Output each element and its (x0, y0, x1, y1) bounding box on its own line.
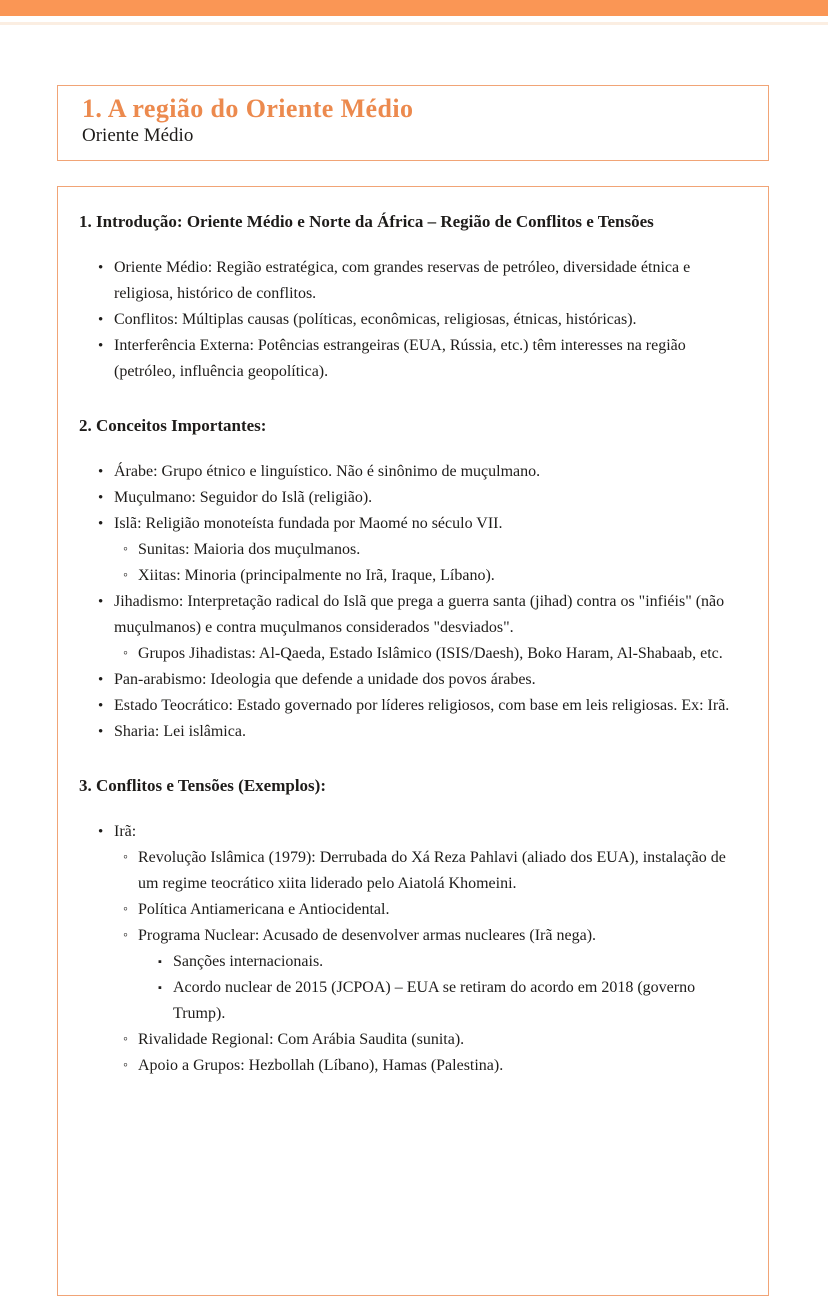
list-item (98, 719, 744, 745)
bullet-marker-icon: ◦ (123, 542, 128, 557)
bullet-marker-icon: • (98, 724, 104, 740)
bullet-marker-icon: • (98, 594, 104, 610)
bullet-marker-icon: ◦ (123, 902, 128, 917)
list-item (98, 255, 744, 307)
document-content (79, 209, 744, 1079)
list-item (123, 563, 744, 589)
list-item-text: Sunitas: Maioria dos muçulmanos. (138, 541, 361, 558)
bullet-marker-icon: ◦ (123, 568, 128, 583)
list-item (98, 693, 744, 719)
list-item-text: Rivalidade Regional: Com Arábia Saudita (sunita). (138, 1031, 465, 1048)
top-accent-bar (0, 0, 828, 16)
bullet-marker-icon: • (98, 312, 104, 328)
list-item (98, 459, 744, 485)
list-item-text: Oriente Médio: Região estratégica, com grandes reservas de petróleo, diversidade étnica e religiosa, histórico de conflitos. (114, 259, 691, 302)
bullet-marker-icon: ◦ (123, 850, 128, 865)
list-item-text: Conflitos: Múltiplas causas (políticas, econômicas, religiosas, étnicas, históricas). (114, 311, 637, 328)
bullet-marker-icon: • (98, 516, 104, 532)
title-card (57, 85, 769, 161)
bullet-marker-icon: • (98, 338, 104, 354)
list-item (98, 667, 744, 693)
list-item-text: Revolução Islâmica (1979): Derrubada do Xá Reza Pahlavi (aliado dos EUA), instalação de um regime teocrático xiita liderado pelo Aiatolá Khomeini. (138, 849, 726, 892)
list-item-text: Xiitas: Minoria (principalmente no Irã, Iraque, Líbano). (138, 567, 495, 584)
top-divider-line (0, 22, 828, 25)
bullet-marker-icon: • (98, 490, 104, 506)
list-item (123, 537, 744, 563)
list-item-text: Jihadismo: Interpretação radical do Islã que prega a guerra santa (jihad) contra os "infiéis" (não muçulmanos) e contra muçulmanos considerados "desviados". (114, 593, 725, 636)
bullet-marker-icon: ◦ (123, 646, 128, 661)
bullet-list (79, 819, 744, 1079)
list-item (123, 897, 744, 923)
list-item-text: Sharia: Lei islâmica. (114, 723, 246, 740)
list-item-text: Muçulmano: Seguidor do Islã (religião). (114, 489, 373, 506)
bullet-marker-icon: ▪ (158, 982, 162, 994)
bullet-marker-icon: • (98, 464, 104, 480)
list-item-text: Interferência Externa: Potências estrangeiras (EUA, Rússia, etc.) têm interesses na região (petróleo, influência geopolítica). (114, 337, 686, 380)
list-item (98, 485, 744, 511)
list-item-text: Pan-arabismo: Ideologia que defende a unidade dos povos árabes. (114, 671, 536, 688)
list-item (123, 845, 744, 897)
bullet-marker-icon: ▪ (158, 956, 162, 968)
list-item-text: Estado Teocrático: Estado governado por líderes religiosos, com base em leis religiosas. Ex: Irã. (114, 697, 730, 714)
list-item (98, 333, 744, 385)
section-heading: 1. Introdução: Oriente Médio e Norte da África – Região de Conflitos e Tensões (79, 212, 654, 231)
list-item-text: Acordo nuclear de 2015 (JCPOA) – EUA se retiram do acordo em 2018 (governo Trump). (173, 979, 696, 1022)
bullet-marker-icon: ◦ (123, 1032, 128, 1047)
section-heading: 3. Conflitos e Tensões (Exemplos): (79, 776, 326, 795)
list-item-text: Programa Nuclear: Acusado de desenvolver armas nucleares (Irã nega). (138, 927, 597, 944)
list-item-text: Grupos Jihadistas: Al-Qaeda, Estado Islâmico (ISIS/Daesh), Boko Haram, Al-Shabaab, etc. (138, 645, 723, 662)
section-heading: 2. Conceitos Importantes: (79, 416, 267, 435)
list-item (98, 511, 744, 537)
bullet-list (79, 459, 744, 745)
list-item (98, 307, 744, 333)
list-item-text: Árabe: Grupo étnico e linguístico. Não é sinônimo de muçulmano. (114, 463, 541, 480)
list-item (123, 1053, 744, 1079)
list-item (123, 1027, 744, 1053)
content-card (57, 186, 769, 1296)
bullet-marker-icon: • (98, 672, 104, 688)
list-item-text: Sanções internacionais. (173, 953, 324, 970)
list-item-text: Irã: (114, 823, 137, 840)
bullet-list (79, 255, 744, 385)
bullet-marker-icon: • (98, 698, 104, 714)
list-item-text: Política Antiamericana e Antiocidental. (138, 901, 390, 918)
list-item (98, 819, 744, 845)
list-item (98, 589, 744, 641)
list-item-text: Apoio a Grupos: Hezbollah (Líbano), Hamas (Palestina). (138, 1057, 504, 1074)
bullet-marker-icon: ◦ (123, 928, 128, 943)
list-item (158, 975, 744, 1027)
list-item (123, 641, 744, 667)
list-item-text: Islã: Religião monoteísta fundada por Maomé no século VII. (114, 515, 503, 532)
bullet-marker-icon: ◦ (123, 1058, 128, 1073)
bullet-marker-icon: • (98, 260, 104, 276)
bullet-marker-icon: • (98, 824, 104, 840)
list-item (123, 923, 744, 949)
page-title: 1. A região do Oriente Médio (82, 94, 414, 123)
page-subtitle: Oriente Médio (82, 125, 194, 146)
list-item (158, 949, 744, 975)
